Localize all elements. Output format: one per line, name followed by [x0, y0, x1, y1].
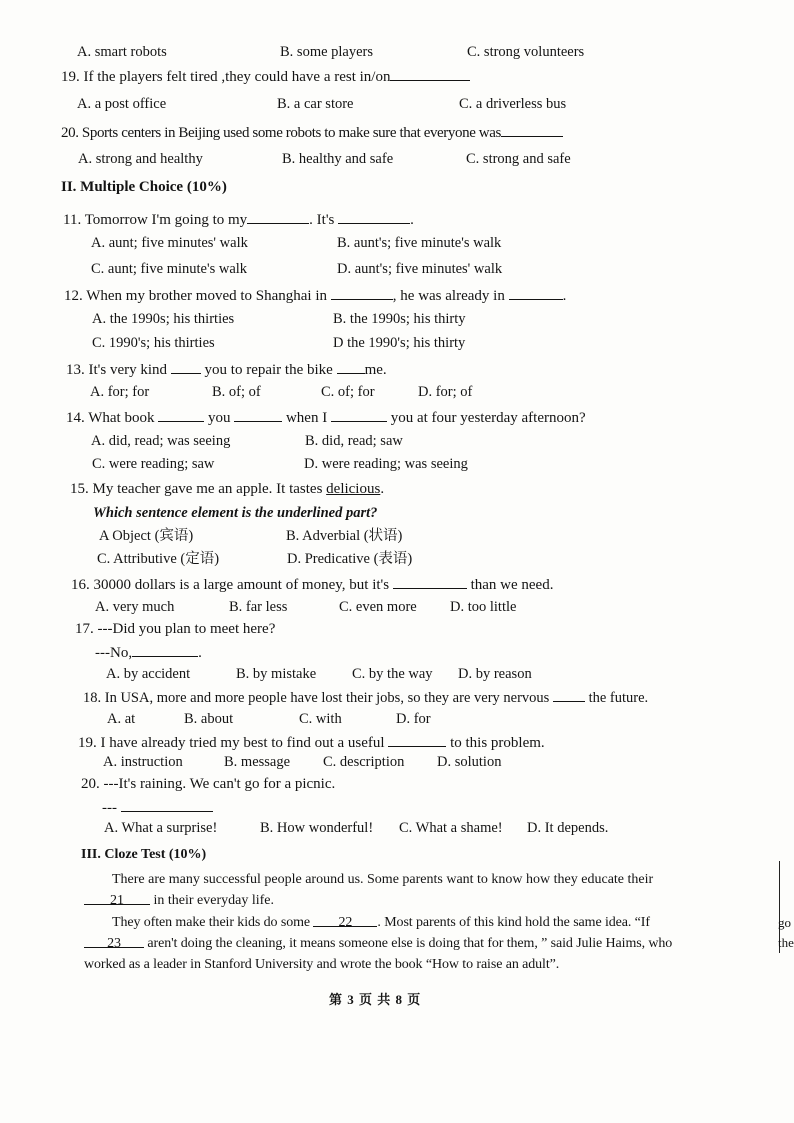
question-text: , he was already in	[392, 288, 505, 304]
top-q20-option-b[interactable]: B. healthy and safe	[282, 151, 394, 167]
q15-instruction: Which sentence element is the underlined part?	[93, 505, 378, 521]
question-text: What book	[88, 410, 155, 426]
question-text: .	[562, 288, 567, 304]
question-text: . It's	[309, 212, 335, 228]
q18-option-a[interactable]: A. smart robots	[77, 44, 167, 60]
q20-option-c[interactable]: C. What a shame!	[399, 820, 503, 836]
question-number: 20.	[81, 776, 100, 792]
question-text: It's very kind	[88, 362, 168, 378]
answer-blank[interactable]	[388, 732, 446, 747]
q20-option-b[interactable]: B. How wonderful!	[260, 820, 374, 836]
q20-stem	[81, 775, 335, 793]
adjacent-page-text: the	[778, 935, 794, 950]
q20-option-d[interactable]: D. It depends.	[527, 820, 609, 836]
q11-option-a[interactable]: A. aunt; five minutes' walk	[91, 235, 248, 251]
q16-option-b[interactable]: B. far less	[229, 599, 288, 615]
question-text: ---	[102, 800, 117, 816]
cloze-text: There are many successful people around us. Some parents want to know how they educate their	[112, 872, 654, 887]
q16-stem	[71, 574, 553, 594]
answer-blank[interactable]	[501, 122, 563, 137]
question-number: 11.	[63, 212, 82, 228]
q19-option-b[interactable]: B. message	[224, 754, 291, 770]
answer-blank[interactable]	[247, 209, 309, 224]
cloze-blank-23[interactable]	[84, 933, 144, 951]
top-q19-option-b[interactable]: B. a car store	[277, 96, 354, 112]
q15-option-a[interactable]: A Object (宾语)	[99, 528, 194, 544]
q11-option-c[interactable]: C. aunt; five minute's walk	[91, 261, 248, 277]
question-number: 14.	[66, 410, 85, 426]
section-3-title: III. Cloze Test (10%)	[81, 847, 207, 862]
answer-blank[interactable]	[331, 407, 387, 422]
question-text: I have already tried my best to find out a useful	[100, 735, 385, 751]
q17-option-d[interactable]: D. by reason	[458, 666, 532, 682]
cloze-blank-number: 22	[338, 915, 353, 930]
question-text: Tomorrow I'm going to my	[84, 212, 248, 228]
question-text: .	[410, 212, 414, 228]
answer-blank[interactable]	[121, 797, 213, 812]
q15-option-c[interactable]: C. Attributive (定语)	[97, 551, 220, 567]
top-q20-option-a[interactable]: A. strong and healthy	[78, 151, 203, 167]
q12-stem	[64, 285, 566, 305]
cloze-text: in their everyday life.	[153, 893, 275, 908]
q12-option-b[interactable]: B. the 1990s; his thirty	[333, 311, 466, 327]
q12-option-c[interactable]: C. 1990's; his thirties	[92, 335, 215, 351]
underlined-word: delicious	[326, 481, 381, 497]
cloze-paragraph-2	[84, 912, 674, 975]
section-2-title: II. Multiple Choice (10%)	[61, 179, 227, 195]
q13-option-c[interactable]: C. of; for	[321, 384, 375, 400]
top-q19-option-a[interactable]: A. a post office	[77, 96, 167, 112]
cloze-blank-22[interactable]	[313, 912, 377, 930]
question-text: 30000 dollars is a large amount of money, but it's	[93, 577, 390, 593]
answer-blank[interactable]	[234, 407, 282, 422]
q14-option-c[interactable]: C. were reading; saw	[92, 456, 215, 472]
question-text: the future.	[588, 690, 649, 706]
q13-option-a[interactable]: A. for; for	[90, 384, 150, 400]
top-q19-text: 19. If the players felt tired ,they could have a rest in/on	[61, 69, 391, 85]
top-q19-option-c[interactable]: C. a driverless bus	[459, 96, 567, 112]
q18-option-b[interactable]: B. about	[184, 711, 234, 727]
question-number: 12.	[64, 288, 83, 304]
answer-blank[interactable]	[158, 407, 204, 422]
question-text: .	[380, 481, 385, 497]
q17-stem	[75, 620, 275, 638]
q15-stem	[70, 480, 384, 498]
q16-option-a[interactable]: A. very much	[95, 599, 175, 615]
question-text: When my brother moved to Shanghai in	[86, 288, 328, 304]
answer-blank[interactable]	[390, 66, 470, 81]
question-number: 17.	[75, 621, 94, 637]
q17-response	[95, 642, 202, 662]
cloze-text: They often make their kids do some	[112, 915, 310, 930]
q17-option-a[interactable]: A. by accident	[106, 666, 191, 682]
q14-option-a[interactable]: A. did, read; was seeing	[91, 433, 231, 449]
question-text: My teacher gave me an apple. It tastes	[92, 481, 323, 497]
q18-stem	[83, 687, 648, 707]
top-q20-stem	[61, 122, 563, 142]
question-number: 13.	[66, 362, 85, 378]
q11-stem	[63, 209, 414, 229]
question-text: than we need.	[470, 577, 554, 593]
q16-option-d[interactable]: D. too little	[450, 599, 517, 615]
q13-stem	[66, 359, 387, 379]
question-text: you	[207, 410, 231, 426]
question-text: to this problem.	[450, 735, 545, 751]
q18-option-a[interactable]: A. at	[107, 711, 136, 727]
question-text: ---Did you plan to meet here?	[97, 621, 276, 637]
q12-option-a[interactable]: A. the 1990s; his thirties	[92, 311, 235, 327]
q19-option-d[interactable]: D. solution	[437, 754, 502, 770]
q19-option-c[interactable]: C. description	[323, 754, 405, 770]
q19-stem	[78, 732, 545, 752]
page-number-footer: 第 3 页 共 8 页	[329, 992, 422, 1007]
cloze-text: aren't doing the cleaning, it means someone else is doing that for them, ” said Julie Haims, who worked as a leader in Stanford University and wrote the book “How to raise an adult”.	[84, 936, 673, 972]
cloze-blank-21[interactable]	[84, 890, 150, 908]
question-text: me.	[364, 362, 387, 378]
question-text: ---No,	[95, 645, 133, 661]
question-number: 15.	[70, 481, 89, 497]
q17-option-c[interactable]: C. by the way	[352, 666, 433, 682]
top-q19-stem	[61, 66, 470, 86]
question-number: 18.	[83, 690, 102, 706]
q18-option-c[interactable]: C. with	[299, 711, 342, 727]
answer-blank[interactable]	[337, 359, 365, 374]
q17-option-b[interactable]: B. by mistake	[236, 666, 317, 682]
question-text: .	[198, 645, 202, 661]
q15-option-b[interactable]: B. Adverbial (状语)	[286, 528, 403, 544]
question-text: you at four yesterday afternoon?	[390, 410, 586, 426]
cloze-blank-number: 23	[107, 936, 121, 951]
answer-blank[interactable]	[393, 574, 467, 589]
q18-option-c[interactable]: C. strong volunteers	[467, 44, 585, 60]
q15-option-d[interactable]: D. Predicative (表语)	[287, 551, 413, 567]
cloze-text: . Most parents of this kind hold the same idea. “If	[377, 915, 650, 930]
top-q20-text: 20. Sports centers in Beijing used some robots to make sure that everyone was	[61, 125, 501, 141]
q19-option-a[interactable]: A. instruction	[103, 754, 183, 770]
q20-response	[102, 797, 213, 817]
q20-option-a[interactable]: A. What a surprise!	[104, 820, 218, 836]
question-text: when I	[285, 410, 328, 426]
q12-option-d[interactable]: D the 1990's; his thirty	[333, 335, 466, 351]
answer-blank[interactable]	[171, 359, 201, 374]
q18-option-d[interactable]: D. for	[396, 711, 431, 727]
q16-option-c[interactable]: C. even more	[339, 599, 417, 615]
question-text: you to repair the bike	[204, 362, 333, 378]
question-text: In USA, more and more people have lost their jobs, so they are very nervous	[104, 690, 550, 706]
answer-blank[interactable]	[331, 285, 393, 300]
q14-option-d[interactable]: D. were reading; was seeing	[304, 456, 468, 472]
question-number: 19.	[78, 735, 97, 751]
answer-blank[interactable]	[509, 285, 563, 300]
q14-option-b[interactable]: B. did, read; saw	[305, 433, 403, 449]
q13-option-b[interactable]: B. of; of	[212, 384, 261, 400]
q14-stem	[66, 407, 586, 427]
q11-option-b[interactable]: B. aunt's; five minute's walk	[337, 235, 502, 251]
cloze-paragraph-1	[84, 869, 674, 911]
question-number: 16.	[71, 577, 90, 593]
answer-blank[interactable]	[338, 209, 410, 224]
question-text: ---It's raining. We can't go for a picnic.	[103, 776, 336, 792]
answer-blank[interactable]	[553, 687, 585, 702]
top-q20-option-c[interactable]: C. strong and safe	[466, 151, 571, 167]
q11-option-d[interactable]: D. aunt's; five minutes' walk	[337, 261, 503, 277]
q18-option-b[interactable]: B. some players	[280, 44, 374, 60]
adjacent-page-text: go	[778, 915, 791, 930]
q13-option-d[interactable]: D. for; of	[418, 384, 473, 400]
cloze-blank-number: 21	[110, 893, 124, 908]
answer-blank[interactable]	[132, 642, 198, 657]
